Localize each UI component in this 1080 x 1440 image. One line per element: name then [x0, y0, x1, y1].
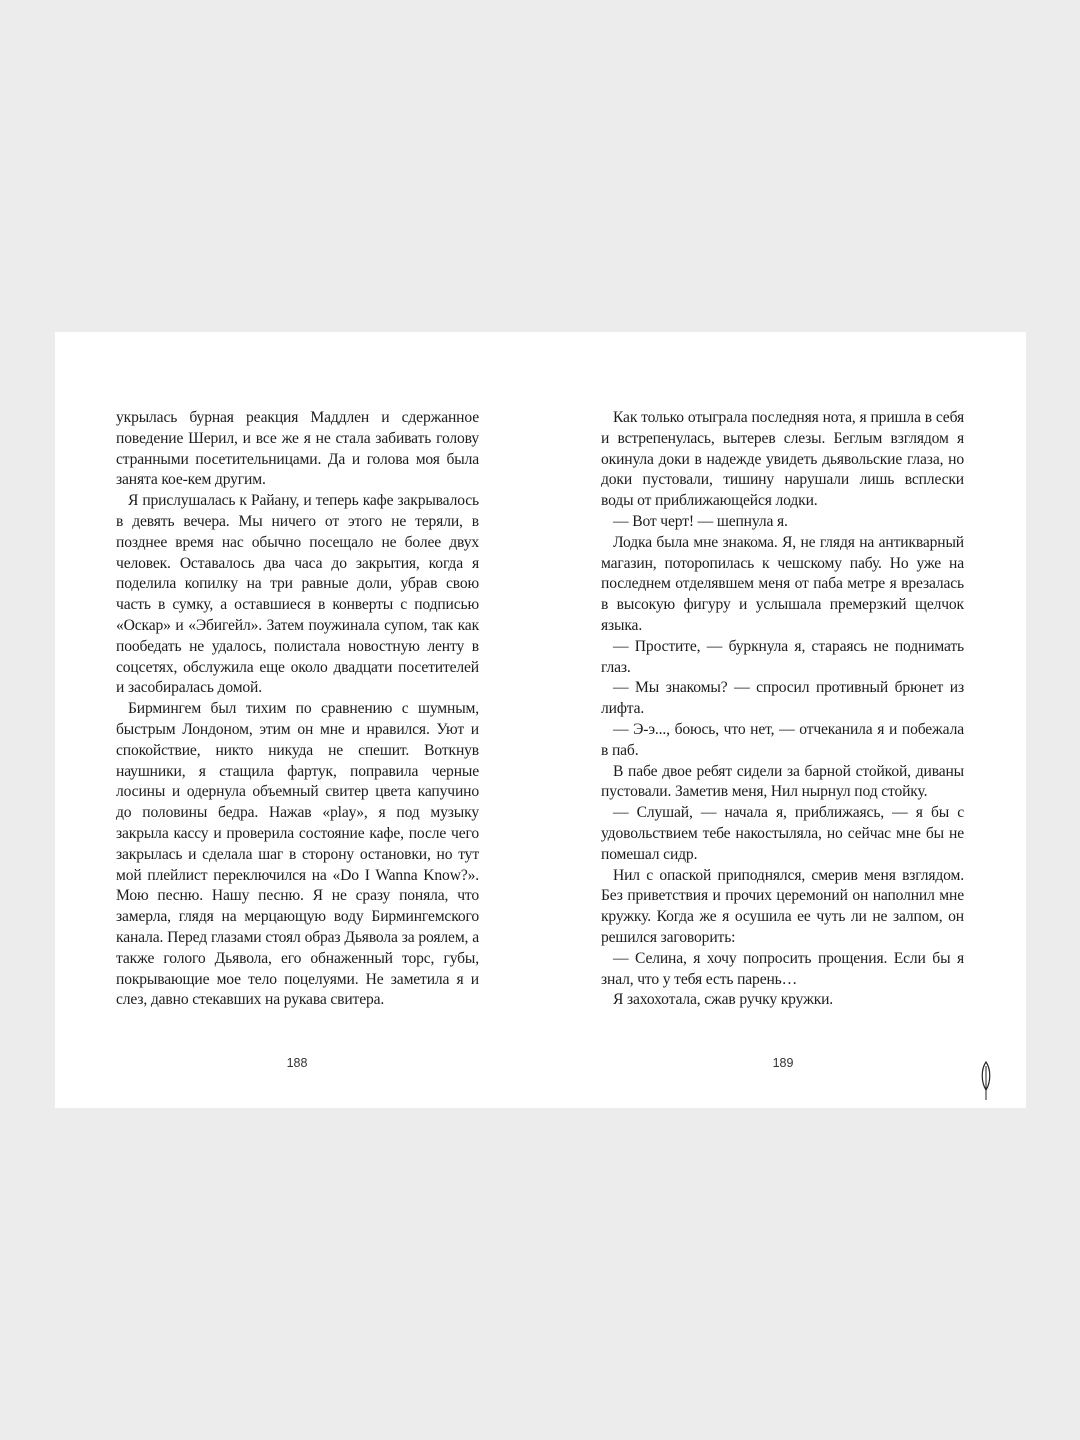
paragraph: укрылась бурная реакция Маддлен и сдержанное поведение Шерил, и все же я не стала забивать голову странными посетительницами. Да и голова моя была занята кое-кем другим. — [116, 409, 479, 489]
left-page — [116, 408, 479, 1011]
paragraph: Как только отыграла последняя нота, я пришла в себя и встрепенулась, вытерев слезы. Беглым взглядом я окинула доки в надежде увидеть дьявольские глаза, но доки пустовали, тишину нарушали лишь всплески воды от приближающейся лодки. — [601, 409, 964, 510]
paragraph: — Э-э..., боюсь, что нет, — отчеканила я и побежала в паб. — [601, 720, 964, 759]
paragraph: Бирмингем был тихим по сравнению с шумным, быстрым Лондоном, этим он мне и нравился. Уют и спокойствие, никто никуда не спешит. Воткнув наушники, я стащила фартук, поправила черные лосины и одернула объемный свитер цвета капучино до половины бедра. Нажав «play», я под музыку закрыла кассу и проверила состояние кафе, после чего закрылась и сделала шаг в сторону остановки, но тут мой плейлист переключился на «Do I Wanna Know?». Мою песню. Нашу песню. Я не сразу поняла, что замерла, глядя на мерцающую воду Бирмингемского канала. Перед глазами стоял образ Дьявола за роялем, а также голого Дьявола, его обнаженный торс, губы, покрывающие мое тело поцелуями. Не заметила я и слез, давно стекавших на рукава свитера. — [116, 700, 479, 1009]
paragraph: В пабе двое ребят сидели за барной стойкой, диваны пустовали. Заметив меня, Нил нырнул под стойку. — [601, 762, 964, 801]
paragraph: — Простите, — буркнула я, стараясь не поднимать глаз. — [601, 637, 964, 676]
paragraph: Я захохотала, сжав ручку кружки. — [613, 991, 834, 1009]
paragraph: Лодка была мне знакома. Я, не глядя на антикварный магазин, поторопилась к чешскому пабу. Но уже на последнем отделявшем меня от паба метре я врезалась в высокую фигуру и услышала премерзкий щелчок языка. — [601, 533, 964, 634]
leaf-icon — [979, 1060, 993, 1102]
paragraph: — Селина, я хочу попросить прощения. Если бы я знал, что у тебя есть парень… — [601, 949, 964, 988]
paragraph: — Мы знакомы? — спросил противный брюнет из лифта. — [601, 679, 964, 718]
paragraph: — Слушай, — начала я, приближаясь, — я бы с удовольствием тебе накостыляла, но сейчас мне бы не помешал сидр. — [601, 804, 964, 863]
paragraph: — Вот черт! — шепнула я. — [613, 512, 788, 530]
paragraph: Я прислушалась к Райану, и теперь кафе закрывалось в девять вечера. Мы ничего от этого не теряли, в позднее время нас обычно посещало не более двух человек. Оставалось два часа до закрытия, когда я поделила копилку на три равные доли, убрав свою часть в сумку, а оставшиеся в конверты с подписью «Оскар» и «Эбигейл». Затем поужинала супом, так как пообедать не удалось, полистала новостную ленту в соцсетях, обслужила еще около двадцати посетителей и засобиралась домой. — [116, 492, 479, 697]
page-number-left: 188 — [286, 1056, 308, 1070]
page-number-right: 189 — [772, 1056, 794, 1070]
book-spread — [55, 332, 1026, 1108]
paragraph: Нил с опаской приподнялся, смерив меня взглядом. Без приветствия и прочих церемоний он наполнил мне кружку. Когда же я осушила ее чуть ли не залпом, он решился заговорить: — [601, 866, 964, 946]
right-page — [601, 408, 964, 1011]
